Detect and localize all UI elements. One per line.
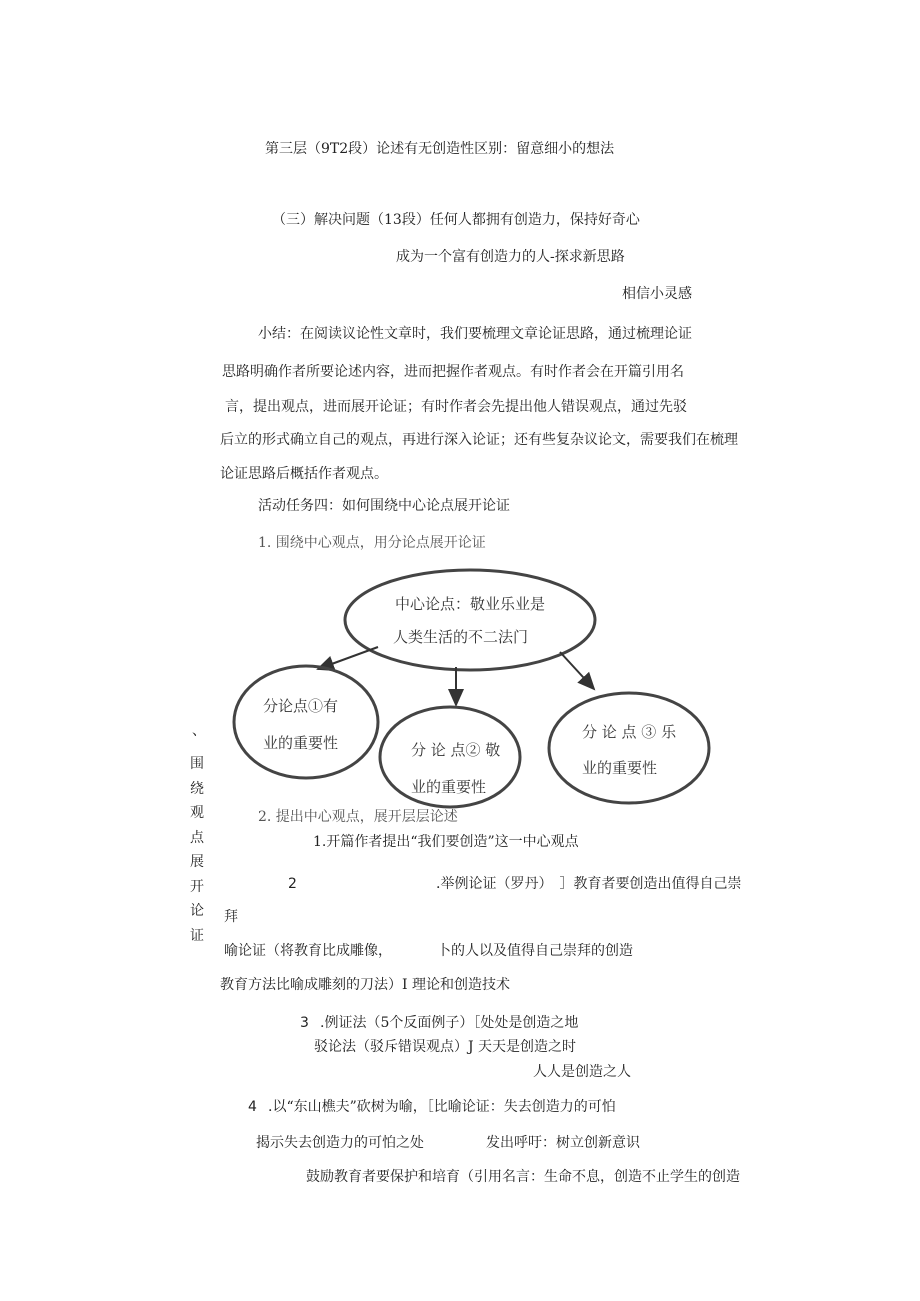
summary-line-1: 小结：在阅读议论性文章时，我们要梳理文章论证思路，通过梳理论证	[258, 326, 692, 342]
outline-point-4-text: .以“东山樵夫”砍树为喻，［比喻论证：失去创造力的可怕	[268, 1099, 616, 1115]
central-argument-line-1: 中心论点：敬业乐业是	[395, 595, 546, 613]
outline-point-2-number: 2	[288, 876, 297, 892]
outline-metaphor-c: 教育方法比喻成雕刻的刀法）I 理论和创造技术	[220, 977, 510, 993]
outline-appeal: 发出呼吁：树立创新意识	[486, 1135, 640, 1151]
side-char: 开	[190, 878, 204, 895]
central-argument-ellipse	[345, 570, 595, 670]
outline-line-solve-problem: （三）解决问题（13段）任何人都拥有创造力，保持好奇心	[272, 212, 640, 228]
outline-rebuttal: 驳论法（驳斥错误观点）J 天天是创造之时	[314, 1039, 577, 1055]
outline-point-1: 1.开篇作者提出“我们要创造”这一中心观点	[313, 834, 579, 850]
side-char: 论	[190, 903, 204, 919]
summary-line-5: 论证思路后概括作者观点。	[220, 466, 388, 482]
side-mark: 、	[192, 723, 206, 739]
argument-diagram	[0, 565, 920, 825]
subheading-branch-points: 1. 围绕中心观点，用分论点展开论证	[258, 535, 486, 551]
outline-point-2-text: .举例论证（罗丹） ］教育者要创造出值得自己崇	[436, 876, 742, 892]
sub-point-3-line-2: 业的重要性	[582, 759, 658, 777]
outline-encourage: 鼓励教育者要保护和培育（引用名言：生命不息，创造不止学生的创造	[306, 1169, 740, 1185]
arrow-to-point-1	[318, 647, 378, 669]
outline-point-3-number: 3	[300, 1015, 309, 1031]
sub-point-1-ellipse	[234, 666, 378, 778]
sub-point-1-line-2: 业的重要性	[263, 734, 339, 752]
outline-point-3-text: .例证法（5个反面例子）［处处是创造之地	[320, 1015, 579, 1031]
vertical-side-label	[188, 752, 206, 948]
central-argument-line-2: 人类生活的不二法门	[393, 628, 529, 646]
outline-point-4-number: 4	[248, 1099, 257, 1115]
sub-point-3-line-1: 分 论 点 ③ 乐	[582, 723, 677, 741]
subheading-layered-argument: 2. 提出中心观点，展开层层论述	[258, 809, 458, 825]
outline-line-new-ideas: 成为一个富有创造力的人-探求新思路	[396, 249, 625, 265]
outline-metaphor-b: 卜的人以及值得自己崇拜的创造	[437, 943, 633, 959]
outline-metaphor-a: 喻论证（将教育比成雕像，	[224, 943, 392, 959]
side-char: 绕	[190, 780, 204, 797]
side-char: 展	[190, 854, 204, 870]
summary-line-3: 言，提出观点，进而展开论证；有时作者会先提出他人错误观点，通过先驳	[225, 399, 687, 415]
summary-line-2: 思路明确作者所要论述内容，进而把握作者观点。有时作者会在开篇引用名	[222, 364, 684, 380]
sub-point-2-line-1: 分 论 点② 敬	[411, 741, 501, 759]
side-char: 观	[190, 805, 204, 821]
summary-line-4: 后立的形式确立自己的观点，再进行深入论证；还有些复杂议论文，需要我们在梳理	[220, 432, 738, 448]
activity-task-heading: 活动任务四：如何围绕中心论点展开论证	[258, 498, 510, 514]
arrow-to-point-3	[560, 652, 594, 689]
side-char: 证	[190, 927, 204, 944]
sub-point-3-ellipse	[549, 693, 709, 803]
outline-line-layer-three: 第三层（9T2段）论述有无创造性区别：留意细小的想法	[265, 141, 615, 157]
outline-reveal: 揭示失去创造力的可怕之处	[256, 1135, 424, 1151]
side-char: 点	[190, 829, 204, 846]
sub-point-2-line-2: 业的重要性	[411, 778, 487, 796]
outline-everyone: 人人是创造之人	[533, 1064, 631, 1080]
outline-point-2-continuation: 拜	[224, 909, 238, 925]
sub-point-1-line-1: 分论点①有	[263, 697, 339, 715]
outline-line-inspiration: 相信小灵感	[622, 286, 692, 302]
side-char: 围	[190, 756, 204, 772]
